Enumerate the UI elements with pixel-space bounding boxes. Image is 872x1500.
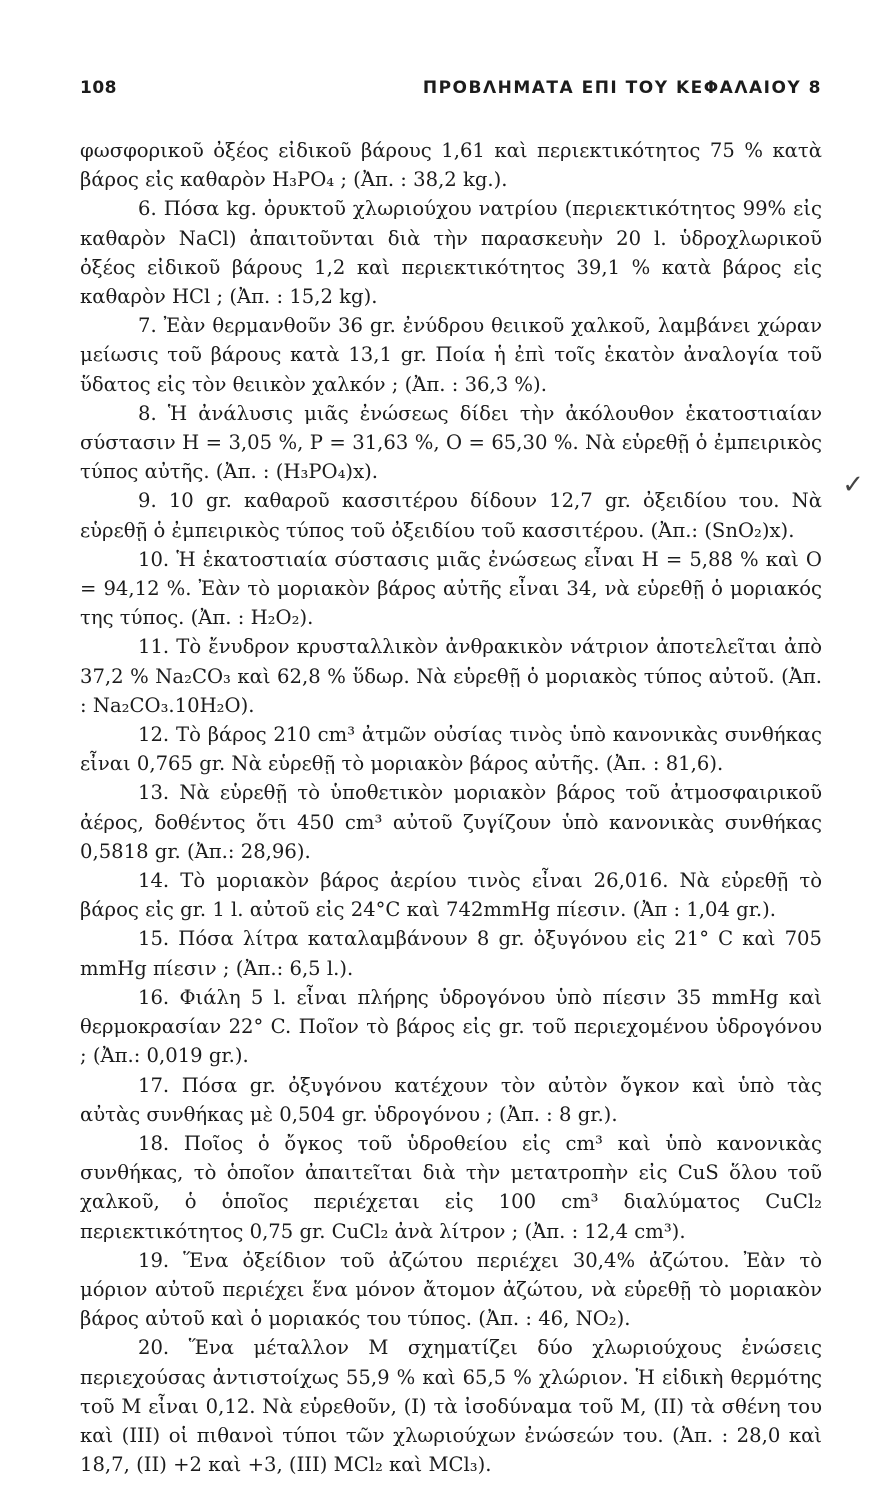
page-header (80, 78, 822, 98)
running-title: ΠΡΟΒΛΗΜΑΤΑ ΕΠΙ ΤΟΥ ΚΕΦΑΛΑΙΟΥ 8 (422, 78, 822, 98)
problem-17: 17. Πόσα gr. ὀξυγόνου κατέχουν τὸν αὐτὸν ὄγκον καὶ ὑπὸ τὰς αὐτὰς συνθήκας μὲ 0,504 gr. ὑδρογόνου ; (Ἀπ. : 8 gr.). (80, 1073, 822, 1126)
page-number: 108 (80, 78, 117, 98)
problem-14: 14. Τὸ μοριακὸν βάρος ἀερίου τινὸς εἶναι 26,016. Νὰ εὑρεθῇ τὸ βάρος εἰς gr. 1 l. αὐτοῦ εἰς 24°C καὶ 742mmHg πίεσιν. (Ἀπ : 1,04 gr.). (80, 869, 822, 922)
problem-11: 11. Τὸ ἔνυδρον κρυσταλλικὸν ἀνθρακικὸν νάτριον ἀποτελεῖται ἀπὸ 37,2 % Na₂CO₃ καὶ 62,8 % ὕδωρ. Νὰ εὑρεθῇ ὁ μοριακὸς τύπος αὐτοῦ. (Ἀπ. : Na₂CO₃.10H₂O). (80, 635, 822, 717)
problem-16: 16. Φιάλη 5 l. εἶναι πλήρης ὑδρογόνου ὑπὸ πίεσιν 35 mmHg καὶ θερμοκρασίαν 22° C. Ποῖον τὸ βάρος εἰς gr. τοῦ περιεχομένου ὑδρογόνου ; (Ἀπ.: 0,019 gr.). (80, 985, 822, 1068)
problem-7: 7. Ἐὰν θερμανθοῦν 36 gr. ἐνύδρου θειικοῦ χαλκοῦ, λαμβάνει χώραν μείωσις τοῦ βάρους κατὰ 13,1 gr. Ποία ἡ ἐπὶ τοῖς ἑκατὸν ἀναλογία τοῦ ὕδατος εἰς τὸν θειικὸν χαλκόν ; (Ἀπ. : 36,3 %). (80, 314, 822, 396)
problem-9: 9. 10 gr. καθαροῦ κασσιτέρου δίδουν 12,7 gr. ὀξειδίου του. Νὰ εὑρεθῇ ὁ ἐμπειρικὸς τύπος τοῦ ὀξειδίου τοῦ κασσιτέρου. (Ἀπ.: (SnO₂)x). (80, 489, 822, 542)
problem-10: 10. Ἡ ἑκατοστιαία σύστασις μιᾶς ἐνώσεως εἶναι H = 5,88 % καὶ O = 94,12 %. Ἐὰν τὸ μοριακὸν βάρος αὐτῆς εἶναι 34, νὰ εὑρεθῇ ὁ μοριακός της τύπος. (Ἀπ. : H₂O₂). (80, 547, 822, 630)
problem-list (80, 136, 822, 1479)
problem-20: 20. Ἕνα μέταλλον M σχηματίζει δύο χλωριούχους ἐνώσεις περιεχούσας ἀντιστοίχως 55,9 % καὶ 65,5 % χλώριον. Ἡ εἰδικὴ θερμότης τοῦ M εἶναι 0,12. Νὰ εὑρεθοῦν, (I) τὰ ἰσοδύναμα τοῦ M, (II) τὰ σθένη του καὶ (III) οἱ πιθανοὶ τύποι τῶν χλωριούχων ἐνώσεών του. (Ἀπ. : 28,0 καὶ 18,7, (II) +2 καὶ +3, (III) MCl₂ καὶ MCl₃). (80, 1336, 822, 1477)
problem-6: 6. Πόσα kg. ὀρυκτοῦ χλωριούχου νατρίου (περιεκτικότητος 99% εἰς καθαρὸν NaCl) ἀπαιτοῦνται διὰ τὴν παρασκευὴν 20 l. ὑδροχλωρικοῦ ὀξέος εἰδικοῦ βάρους 1,2 καὶ περιεκτικότητος 39,1 % κατὰ βάρος εἰς καθαρὸν HCl ; (Ἀπ. : 15,2 kg). (80, 197, 822, 309)
problem-18: 18. Ποῖος ὁ ὄγκος τοῦ ὑδροθείου εἰς cm³ καὶ ὑπὸ κανονικὰς συνθήκας, τὸ ὁποῖον ἀπαιτεῖται διὰ τὴν μετατροπὴν εἰς CuS ὅλου τοῦ χαλκοῦ, ὁ ὁποῖος περιέχεται εἰς 100 cm³ διαλύματος CuCl₂ περιεκτικότητος 0,75 gr. CuCl₂ ἀνὰ λίτρον ; (Ἀπ. : 12,4 cm³). (80, 1131, 822, 1243)
problem-15: 15. Πόσα λίτρα καταλαμβάνουν 8 gr. ὀξυγόνου εἰς 21° C καὶ 705 mmHg πίεσιν ; (Ἀπ.: 6,5 l.). (80, 927, 822, 980)
problem-12: 12. Τὸ βάρος 210 cm³ ἀτμῶν οὐσίας τινὸς ὑπὸ κανονικὰς συνθήκας εἶναι 0,765 gr. Νὰ εὑρεθῇ τὸ μοριακὸν βάρος αὐτῆς. (Ἀπ. : 81,6). (80, 723, 822, 776)
checkmark-icon: ✓ (842, 470, 864, 500)
problem-13: 13. Νὰ εὑρεθῇ τὸ ὑποθετικὸν μοριακὸν βάρος τοῦ ἀτμοσφαιρικοῦ ἀέρος, δοθέντος ὅτι 450 cm³ αὐτοῦ ζυγίζουν ὑπὸ κανονικὰς συνθήκας 0,5818 gr. (Ἀπ.: 28,96). (80, 781, 822, 863)
problem-19: 19. Ἕνα ὀξείδιον τοῦ ἀζώτου περιέχει 30,4% ἀζώτου. Ἐὰν τὸ μόριον αὐτοῦ περιέχει ἕνα μόνον ἄτομον ἀζώτου, νὰ εὑρεθῇ τὸ μοριακὸν βάρος αὐτοῦ καὶ ὁ μοριακός του τύπος. (Ἀπ. : 46, NO₂). (80, 1248, 822, 1331)
problem-8: 8. Ἡ ἀνάλυσις μιᾶς ἐνώσεως δίδει τὴν ἀκόλουθον ἑκατοστιαίαν σύστασιν H = 3,05 %, P = 31,63 %, O = 65,30 %. Νὰ εὑρεθῇ ὁ ἐμπειρικὸς τύπος αὐτῆς. (Ἀπ. : (H₃PO₄)x). (80, 401, 822, 484)
problem-5-continuation: φωσφορικοῦ ὀξέος εἰδικοῦ βάρους 1,61 καὶ περιεκτικότητος 75 % κατὰ βάρος εἰς καθαρὸν H₃PO₄ ; (Ἀπ. : 38,2 kg.). (80, 139, 822, 192)
